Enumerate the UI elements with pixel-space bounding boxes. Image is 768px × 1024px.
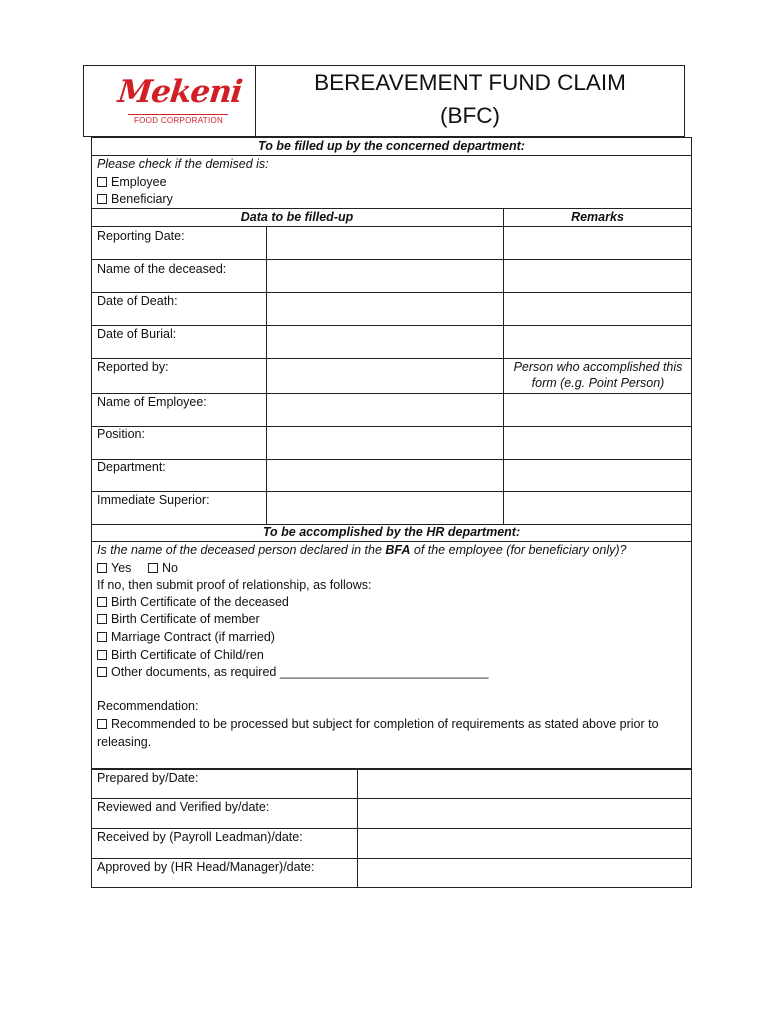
doc-birth-cert-deceased[interactable] [97, 594, 289, 611]
recommendation-text-cont: releasing. [97, 735, 152, 749]
remark-date-death[interactable] [504, 293, 692, 325]
option-no-label: No [162, 561, 178, 575]
signoff-reviewed-label: Reviewed and Verified by/date: [97, 800, 270, 814]
doc-label: Other documents, as required ______________________________ [111, 665, 489, 679]
remark-immediate-superior[interactable] [504, 492, 692, 524]
row-label-date-death: Date of Death: [97, 294, 178, 308]
checkbox-icon[interactable] [97, 563, 107, 573]
signoff-prepared-label: Prepared by/Date: [97, 771, 199, 785]
remark-position[interactable] [504, 427, 692, 459]
checkbox-icon[interactable] [97, 194, 107, 204]
checkbox-icon[interactable] [97, 614, 107, 624]
signoff-approved-label: Approved by (HR Head/Manager)/date: [97, 860, 315, 874]
field-department[interactable] [267, 460, 503, 491]
bfa-term: BFA [385, 543, 411, 557]
signoff-prepared-field[interactable] [358, 770, 691, 798]
bfa-question-post: of the employee (for beneficiary only)? [410, 543, 627, 557]
doc-label: Marriage Contract (if married) [111, 630, 275, 644]
logo-brand: Mekeni [116, 74, 244, 110]
bfa-question-pre: Is the name of the deceased person declared in the [97, 543, 386, 557]
remark-date-burial[interactable] [504, 326, 692, 358]
row-label-immediate-superior: Immediate Superior: [97, 493, 210, 507]
form-subtitle: (BFC) [440, 103, 500, 128]
checkbox-icon[interactable] [148, 563, 158, 573]
field-position[interactable] [267, 427, 503, 459]
company-logo [108, 72, 244, 128]
doc-label: Birth Certificate of Child/ren [111, 648, 264, 662]
checkbox-icon[interactable] [97, 650, 107, 660]
row-label-name-deceased: Name of the deceased: [97, 262, 227, 276]
recommendation-label: Recommendation: [97, 699, 199, 713]
remark-reported-by-line2: form (e.g. Point Person) [531, 376, 665, 390]
option-beneficiary-label: Beneficiary [111, 192, 173, 206]
field-name-employee[interactable] [267, 394, 503, 426]
checkbox-icon[interactable] [97, 667, 107, 677]
remark-reported-by-line1: Person who accomplished this [513, 360, 683, 374]
doc-label: Birth Certificate of the deceased [111, 595, 289, 609]
option-employee[interactable] [97, 174, 167, 191]
check-prompt: Please check if the demised is: [97, 157, 269, 171]
field-reported-by[interactable] [267, 359, 503, 393]
row-label-department: Department: [97, 460, 166, 474]
proof-intro: If no, then submit proof of relationship, as follows: [97, 578, 372, 592]
option-beneficiary[interactable] [97, 191, 173, 208]
hr-section-heading: To be accomplished by the HR department: [262, 525, 521, 539]
recommendation-text: Recommended to be processed but subject for completion of requirements as stated above prior to [111, 717, 659, 731]
signoff-approved-field[interactable] [358, 859, 691, 887]
checkbox-icon[interactable] [97, 597, 107, 607]
field-immediate-superior[interactable] [267, 492, 503, 524]
doc-marriage-contract[interactable] [97, 629, 275, 646]
form-title: BEREAVEMENT FUND CLAIM [314, 70, 626, 95]
doc-label: Birth Certificate of member [111, 612, 260, 626]
option-employee-label: Employee [111, 175, 167, 189]
doc-birth-cert-children[interactable] [97, 647, 264, 664]
checkbox-icon[interactable] [97, 177, 107, 187]
row-label-name-employee: Name of Employee: [97, 395, 207, 409]
logo-underline [128, 114, 228, 115]
doc-other[interactable] [97, 664, 488, 681]
col-header-data: Data to be filled-up [240, 210, 354, 224]
bfa-question [97, 542, 626, 559]
row-label-position: Position: [97, 427, 145, 441]
option-no[interactable] [148, 560, 178, 577]
remark-name-employee[interactable] [504, 394, 692, 426]
col-header-remarks: Remarks [571, 210, 624, 224]
option-yes[interactable] [97, 560, 131, 577]
dept-section-heading: To be filled up by the concerned department: [258, 139, 525, 153]
recommendation-option[interactable] [97, 716, 659, 733]
field-date-death[interactable] [267, 293, 503, 325]
row-label-reported-by: Reported by: [97, 360, 169, 374]
option-yes-label: Yes [111, 561, 132, 575]
field-date-burial[interactable] [267, 326, 503, 358]
row-label-reporting-date: Reporting Date: [97, 229, 185, 243]
remark-reporting-date[interactable] [504, 227, 692, 259]
field-name-deceased[interactable] [267, 260, 503, 292]
doc-birth-cert-member[interactable] [97, 611, 260, 628]
signoff-received-field[interactable] [358, 829, 691, 858]
checkbox-icon[interactable] [97, 632, 107, 642]
field-reporting-date[interactable] [267, 227, 503, 259]
remark-name-deceased[interactable] [504, 260, 692, 292]
signoff-received-label: Received by (Payroll Leadman)/date: [97, 830, 303, 844]
signoff-reviewed-field[interactable] [358, 799, 691, 828]
row-label-date-burial: Date of Burial: [97, 327, 177, 341]
remark-department[interactable] [504, 460, 692, 491]
logo-subtitle: FOOD CORPORATION [134, 116, 224, 125]
checkbox-icon[interactable] [97, 719, 107, 729]
